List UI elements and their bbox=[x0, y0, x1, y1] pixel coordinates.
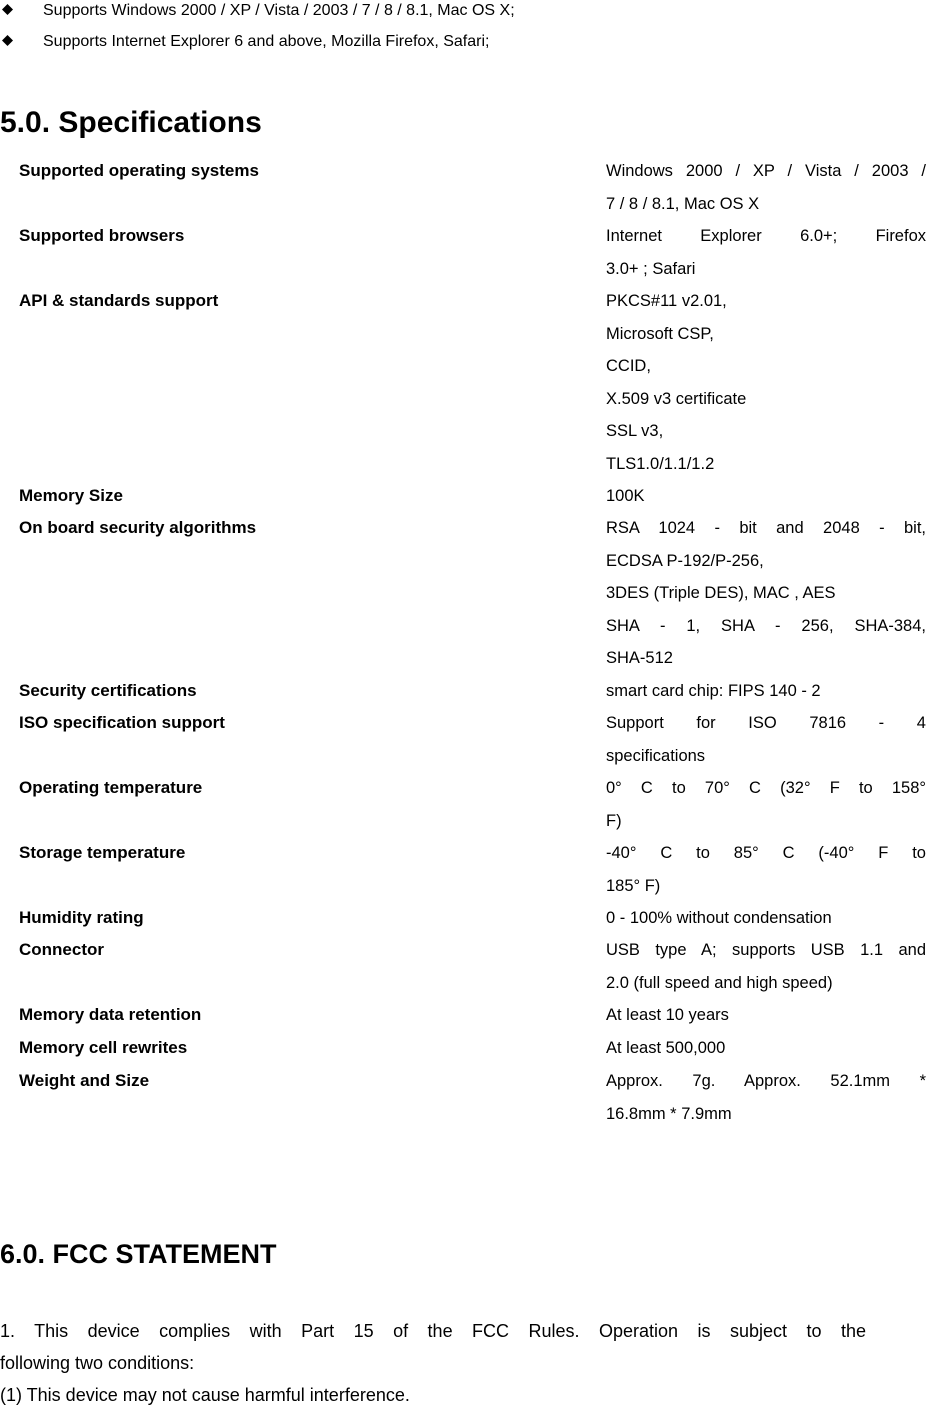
section-heading-fcc-statement: 6.0. FCC STATEMENT bbox=[0, 1239, 277, 1269]
spec-label: Storage temperature bbox=[19, 843, 186, 862]
section-heading-specifications: 5.0. Specifications bbox=[0, 106, 262, 139]
spec-value-line: 3.0+ ; Safari bbox=[606, 259, 696, 278]
spec-label: Supported operating systems bbox=[19, 161, 259, 180]
spec-label: Memory Size bbox=[19, 486, 123, 505]
spec-value-line: Internet Explorer 6.0+; Firefox bbox=[606, 227, 926, 245]
spec-value-line: 100K bbox=[606, 487, 645, 505]
spec-label: On board security algorithms bbox=[19, 518, 257, 537]
spec-value-line: X.509 v3 certificate bbox=[606, 389, 747, 408]
spec-value-line: Support for ISO 7816 - 4 bbox=[606, 714, 926, 732]
spec-value-line: 2.0 (full speed and high speed) bbox=[606, 973, 833, 992]
spec-value-line: PKCS#11 v2.01, bbox=[606, 292, 727, 310]
spec-value bbox=[606, 707, 926, 772]
paragraph-line: 1. This device complies with Part 15 of the FCC Rules. Operation is subject to the bbox=[0, 1321, 866, 1341]
spec-value-line: 3DES (Triple DES), MAC , AES bbox=[606, 584, 836, 602]
spec-value-line: F) bbox=[606, 811, 622, 830]
spec-value-line: 185° F) bbox=[606, 876, 661, 895]
spec-value-line: 0° C to 70° C (32° F to 158° bbox=[606, 779, 926, 797]
spec-value-line: 0 - 100% without condensation bbox=[606, 909, 832, 927]
spec-value-line: SHA - 1, SHA - 256, SHA-384, bbox=[606, 616, 926, 635]
spec-label: Humidity rating bbox=[19, 908, 144, 927]
spec-value-line: At least 500,000 bbox=[606, 1039, 726, 1057]
diamond-bullet-icon bbox=[2, 4, 13, 15]
spec-value-line: USB type A; supports USB 1.1 and bbox=[606, 941, 926, 959]
spec-value-line: RSA 1024 - bit and 2048 - bit, bbox=[606, 519, 926, 537]
spec-value bbox=[606, 512, 926, 675]
spec-value bbox=[606, 480, 926, 513]
spec-value bbox=[606, 1032, 926, 1065]
spec-label: Memory cell rewrites bbox=[19, 1038, 188, 1057]
spec-label: Security certifications bbox=[19, 681, 197, 700]
spec-value bbox=[606, 155, 926, 220]
spec-value-line: Microsoft CSP, bbox=[606, 324, 714, 343]
spec-value bbox=[606, 902, 926, 935]
spec-value bbox=[606, 999, 926, 1032]
spec-value-line: ECDSA P-192/P-256, bbox=[606, 551, 764, 570]
spec-label: API & standards support bbox=[19, 291, 219, 310]
spec-value-line: SSL v3, bbox=[606, 422, 664, 440]
spec-value bbox=[606, 1065, 926, 1130]
spec-label: Memory data retention bbox=[19, 1005, 202, 1024]
diamond-bullet-icon bbox=[2, 35, 13, 46]
spec-value-line: specifications bbox=[606, 746, 706, 765]
paragraph-line: following two conditions: bbox=[0, 1353, 195, 1373]
spec-value-line: TLS1.0/1.1/1.2 bbox=[606, 454, 715, 473]
bullet-text: Supports Internet Explorer 6 and above, Mozilla Firefox, Safari; bbox=[43, 33, 490, 50]
spec-value bbox=[606, 772, 926, 837]
spec-value-line: 7 / 8 / 8.1, Mac OS X bbox=[606, 194, 760, 213]
spec-value-line: Approx. 7g. Approx. 52.1mm * bbox=[606, 1072, 926, 1090]
spec-value bbox=[606, 675, 926, 708]
spec-value-line: SHA-512 bbox=[606, 649, 673, 667]
spec-label: ISO specification support bbox=[19, 713, 225, 732]
paragraph-line: (1) This device may not cause harmful interference. bbox=[0, 1385, 410, 1405]
spec-value-line: CCID, bbox=[606, 357, 651, 375]
spec-label: Connector bbox=[19, 940, 104, 959]
spec-value-line: Windows 2000 / XP / Vista / 2003 / bbox=[606, 162, 926, 180]
spec-value bbox=[606, 285, 926, 480]
spec-value-line: -40° C to 85° C (-40° F to bbox=[606, 844, 926, 862]
spec-value-line: 16.8mm * 7.9mm bbox=[606, 1104, 732, 1123]
spec-label: Weight and Size bbox=[19, 1071, 150, 1090]
spec-value-line: At least 10 years bbox=[606, 1006, 729, 1024]
spec-label: Operating temperature bbox=[19, 778, 203, 797]
spec-value-line: smart card chip: FIPS 140 - 2 bbox=[606, 682, 821, 700]
bullet-text: Supports Windows 2000 / XP / Vista / 2003 / 7 / 8 / 8.1, Mac OS X; bbox=[43, 2, 515, 19]
spec-value bbox=[606, 220, 926, 285]
spec-value bbox=[606, 934, 926, 999]
spec-value bbox=[606, 837, 926, 902]
spec-label: Supported browsers bbox=[19, 226, 185, 245]
